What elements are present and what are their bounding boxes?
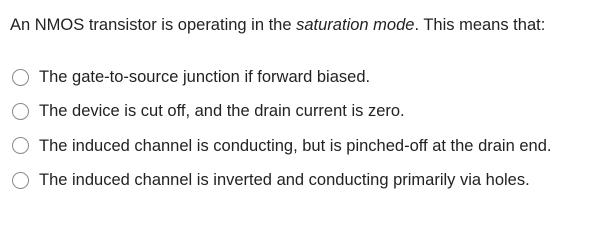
answer-option-4[interactable] — [12, 163, 597, 197]
answer-option-2[interactable] — [12, 94, 597, 128]
radio-button[interactable] — [12, 103, 29, 120]
answer-option-1[interactable] — [12, 60, 597, 94]
radio-button[interactable] — [12, 172, 29, 189]
question-text — [10, 14, 545, 36]
answer-option-label: The gate-to-source junction if forward biased. — [39, 68, 371, 87]
radio-button[interactable] — [12, 69, 29, 86]
answer-option-label: The induced channel is conducting, but is pinched-off at the drain end. — [39, 136, 552, 155]
question-suffix: . This means that: — [414, 16, 546, 34]
question-prefix: An NMOS transistor is operating in the — [10, 16, 297, 34]
radio-button[interactable] — [12, 137, 29, 154]
answer-option-3[interactable] — [12, 129, 597, 163]
question-emphasis: saturation mode — [296, 16, 415, 34]
answer-option-label: The induced channel is inverted and conducting primarily via holes. — [39, 171, 530, 190]
answer-options — [12, 60, 597, 197]
answer-option-label: The device is cut off, and the drain current is zero. — [39, 102, 405, 121]
